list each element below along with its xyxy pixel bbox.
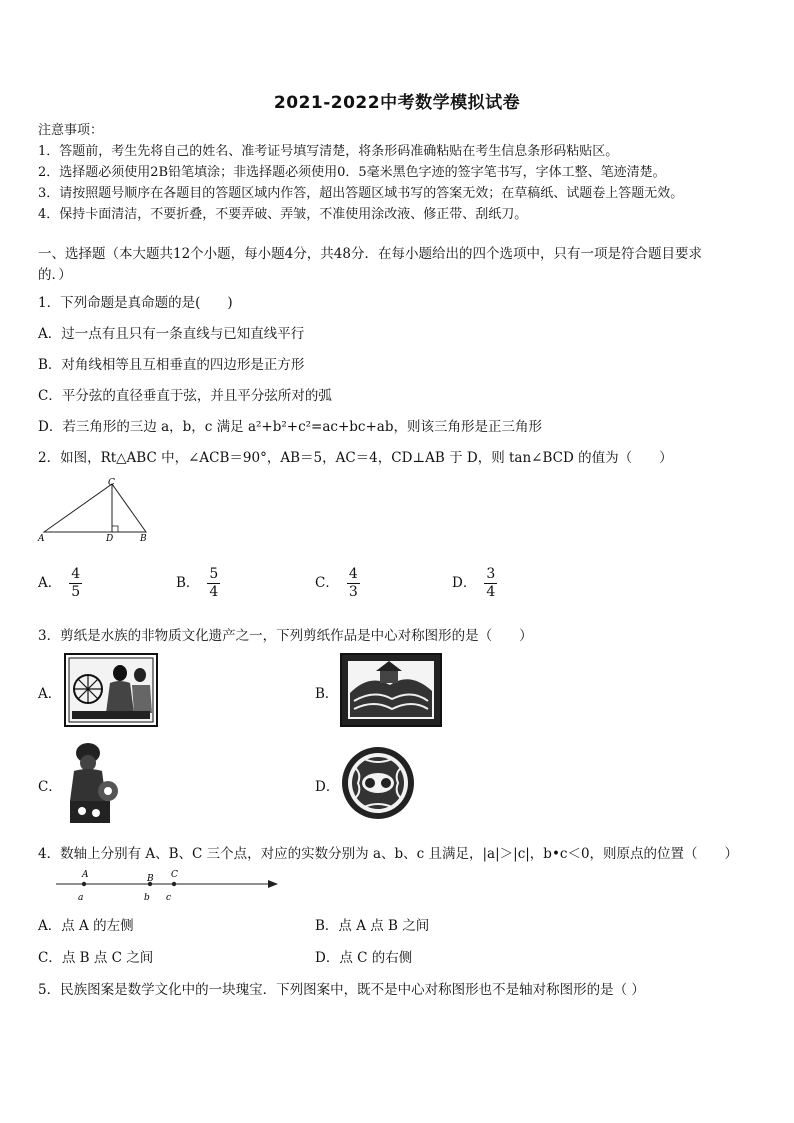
q2-label-a: A	[38, 534, 45, 544]
section-header-line1: 一、选择题（本大题共12个小题，每小题4分，共48分．在每小题给出的四个选项中，只有一项是符合题目要求	[38, 246, 702, 262]
q2-option-c: C． $\frac{4}{3}$	[315, 566, 358, 600]
q3-papercut-b-image	[340, 653, 442, 727]
q4-number-line-figure	[54, 864, 280, 904]
q3-option-a-label: A．	[38, 686, 62, 702]
q4-label-B: B	[147, 874, 154, 884]
notice-item-1: 1．答题前，考生先将自己的姓名、准考证号填写清楚，将条形码准确粘贴在考生信息条形码粘贴区。	[38, 144, 619, 159]
q2-label-b: B	[140, 534, 147, 544]
q4-label-a: a	[78, 893, 84, 903]
q2-option-b-fraction: $\frac{5}{4}$	[209, 566, 219, 600]
notice-heading: 注意事项：	[38, 123, 104, 138]
page-title: 2021-2022中考数学模拟试卷	[273, 93, 521, 113]
q4-option-d: D．点 C 的右侧	[315, 950, 413, 966]
q3-papercut-c-image	[62, 741, 126, 827]
q2-label-d: D	[106, 534, 114, 544]
q3-option-c-label: C．	[38, 779, 62, 795]
q5-stem: 5．民族图案是数学文化中的一块瑰宝．下列图案中，既不是中心对称图形也不是轴对称图形的是（ ）	[38, 982, 645, 998]
q2-stem: 2．如图，Rt△ABC 中，∠ACB＝90°，AB＝5，AC＝4，CD⊥AB 于 D，则 tan∠BCD 的值为（ ）	[38, 450, 673, 466]
q4-label-A: A	[82, 870, 89, 880]
q2-option-a-fraction: $\frac{4}{5}$	[71, 566, 81, 600]
q2-label-c: C	[108, 478, 115, 488]
q4-option-c: C．点 B 点 C 之间	[38, 950, 154, 966]
notice-item-4: 4．保持卡面清洁，不要折叠，不要弄破、弄皱，不准使用涂改液、修正带、刮纸刀。	[38, 207, 528, 222]
q3-option-d-label: D．	[315, 779, 340, 795]
q2-option-c-fraction: $\frac{4}{3}$	[348, 566, 358, 600]
q2-option-b: B． $\frac{5}{4}$	[176, 566, 219, 600]
q4-label-b: b	[144, 893, 150, 903]
q4-label-c: c	[166, 893, 172, 903]
notice-block	[38, 120, 683, 225]
q3-papercut-d-image	[340, 745, 416, 821]
section-header	[38, 244, 758, 286]
q1-option-c: C．平分弦的直径垂直于弦，并且平分弦所对的弧	[38, 388, 332, 404]
q3-stem: 3．剪纸是水族的非物质文化遗产之一，下列剪纸作品是中心对称图形的是（ ）	[38, 628, 533, 644]
q4-option-a: A．点 A 的左侧	[38, 918, 134, 934]
q4-stem: 4．数轴上分别有 A、B、C 三个点，对应的实数分别为 a、b、c 且满足，|a|＞|c|，b•c＜0，则原点的位置（ ）	[38, 846, 739, 862]
q4-label-C: C	[171, 870, 178, 880]
notice-item-3: 3．请按照题号顺序在各题目的答题区域内作答，超出答题区域书写的答案无效；在草稿纸、试题卷上答题无效。	[38, 186, 684, 201]
q4-option-b: B．点 A 点 B 之间	[315, 918, 430, 934]
q1-stem: 1．下列命题是真命题的是( )	[38, 295, 233, 311]
q1-option-b: B．对角线相等且互相垂直的四边形是正方形	[38, 357, 305, 373]
q1-option-d: D．若三角形的三边 a，b，c 满足 a²+b²+c²=ac+bc+ab，则该三角形是正三角形	[38, 419, 542, 435]
q2-option-d: D． $\frac{3}{4}$	[452, 566, 496, 600]
notice-item-2: 2．选择题必须使用2B铅笔填涂；非选择题必须使用0．5毫米黑色字迹的签字笔书写，字体工整、笔迹清楚。	[38, 165, 666, 180]
q3-option-b-label: B．	[315, 686, 339, 702]
q3-papercut-a-image	[64, 653, 158, 727]
q1-option-a: A．过一点有且只有一条直线与已知直线平行	[38, 326, 305, 342]
q2-option-d-fraction: $\frac{3}{4}$	[486, 566, 496, 600]
q2-option-a: A． $\frac{4}{5}$	[38, 566, 81, 600]
q2-triangle-figure	[36, 476, 156, 546]
section-header-line2: 的．）	[38, 267, 72, 283]
